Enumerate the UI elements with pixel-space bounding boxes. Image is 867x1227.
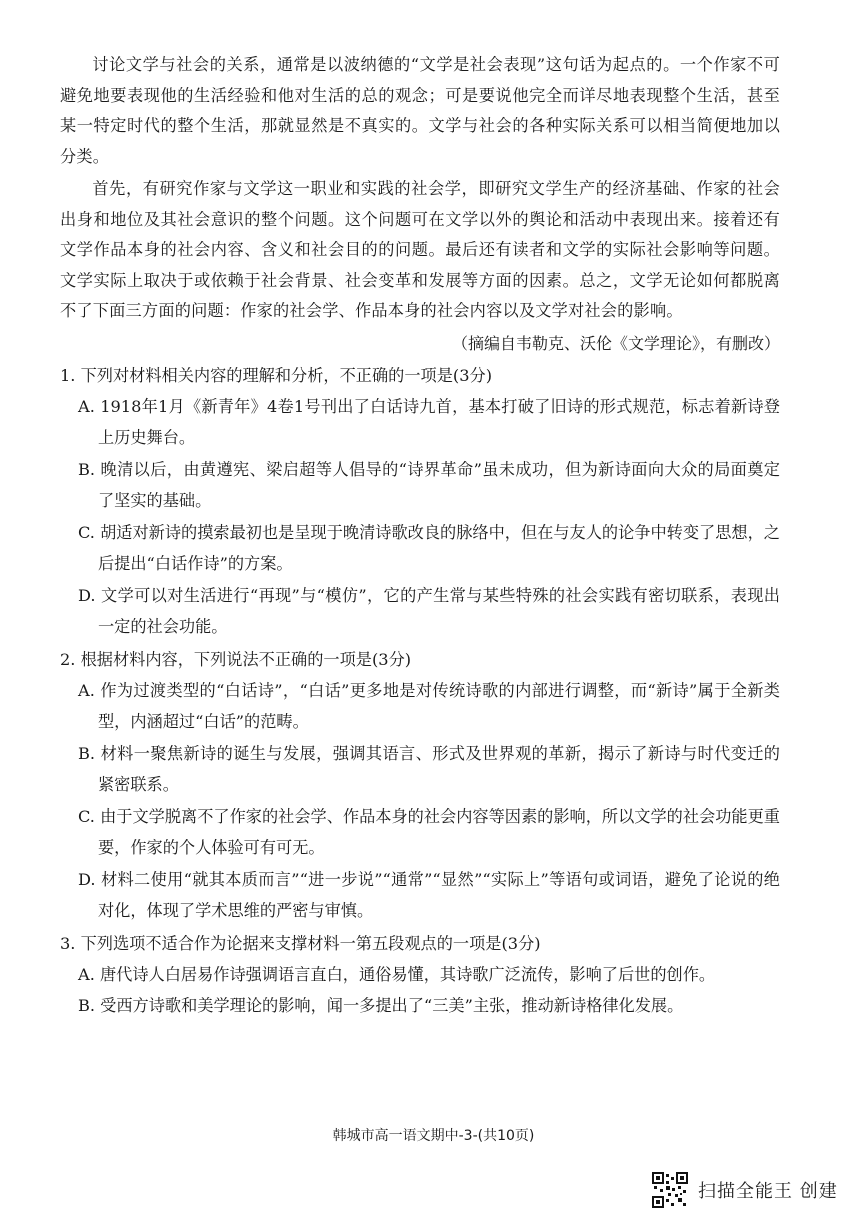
reading-passage bbox=[60, 50, 780, 359]
passage-paragraph-1: 讨论文学与社会的关系，通常是以波纳德的“文学是社会表现”这句话为起点的。一个作家不可避免地要表现他的生活经验和他对生活的总的观念；可是要说他完全而详尽地表现整个生活，甚至某一特定时代的整个生活，那就显然是不真实的。文学与社会的各种实际关系可以相当简便地加以分类。 bbox=[60, 55, 780, 166]
page-content bbox=[60, 50, 780, 1022]
option-a: A. 作为过渡类型的“白话诗”，“白话”更多地是对传统诗歌的内部进行调整，而“新诗”属于全新类型，内涵超过“白话”的范畴。 bbox=[78, 680, 780, 731]
option-a: A. 1918年1月《新青年》4卷1号刊出了白话诗九首，基本打破了旧诗的形式规范，标志着新诗登上历史舞台。 bbox=[78, 396, 780, 447]
qr-code-icon bbox=[652, 1172, 688, 1208]
option-c: C. 由于文学脱离不了作家的社会学、作品本身的社会内容等因素的影响，所以文学的社会功能更重要，作家的个人体验可有可无。 bbox=[78, 806, 780, 857]
scanner-brand-text: 扫描全能王 创建 bbox=[698, 1181, 838, 1202]
option-d: D. 文学可以对生活进行“再现”与“模仿”，它的产生常与某些特殊的社会实践有密切联系，表现出一定的社会功能。 bbox=[78, 585, 780, 636]
passage-source: （摘编自韦勒克、沃伦《文学理论》，有删改） bbox=[451, 333, 780, 353]
question-2 bbox=[60, 644, 780, 927]
question-stem: 1. 下列对材料相关内容的理解和分析，不正确的一项是(3分) bbox=[60, 365, 493, 385]
option-a: A. 唐代诗人白居易作诗强调语言直白，通俗易懂，其诗歌广泛流传，影响了后世的创作。 bbox=[78, 964, 716, 984]
option-b: B. 晚清以后，由黄遵宪、梁启超等人倡导的“诗界革命”虽未成功，但为新诗面向大众的局面奠定了坚实的基础。 bbox=[78, 459, 780, 510]
page-footer: 韩城市高一语文期中-3-(共10页) bbox=[332, 1128, 535, 1144]
option-c: C. 胡适对新诗的摸索最初也是呈现于晚清诗歌改良的脉络中，但在与友人的论争中转变了思想，之后提出“白话作诗”的方案。 bbox=[78, 522, 780, 573]
question-stem: 3. 下列选项不适合作为论据来支撑材料一第五段观点的一项是(3分) bbox=[60, 933, 541, 953]
scanner-watermark bbox=[652, 1172, 838, 1208]
option-d: D. 材料二使用“就其本质而言”“进一步说”“通常”“显然”“实际上”等语句或词语，避免了论说的绝对化，体现了学术思维的严密与审慎。 bbox=[78, 869, 780, 920]
option-b: B. 材料一聚焦新诗的诞生与发展，强调其语言、形式及世界观的革新，揭示了新诗与时代变迁的紧密联系。 bbox=[78, 743, 780, 794]
passage-paragraph-2: 首先，有研究作家与文学这一职业和实践的社会学，即研究文学生产的经济基础、作家的社会出身和地位及其社会意识的整个问题。这个问题可在文学以外的舆论和活动中表现出来。接着还有文学作品本身的社会内容、含义和社会目的的问题。最后还有读者和文学的实际社会影响等问题。文学实际上取决于或依赖于社会背景、社会变革和发展等方面的因素。总之，文学无论如何都脱离不了下面三方面的问题：作家的社会学、作品本身的社会内容以及文学对社会的影响。 bbox=[60, 179, 780, 320]
option-b: B. 受西方诗歌和美学理论的影响，闻一多提出了“三美”主张，推动新诗格律化发展。 bbox=[78, 996, 684, 1015]
question-3 bbox=[60, 928, 780, 1022]
question-stem: 2. 根据材料内容，下列说法不正确的一项是(3分) bbox=[60, 649, 412, 669]
question-1 bbox=[60, 360, 780, 643]
